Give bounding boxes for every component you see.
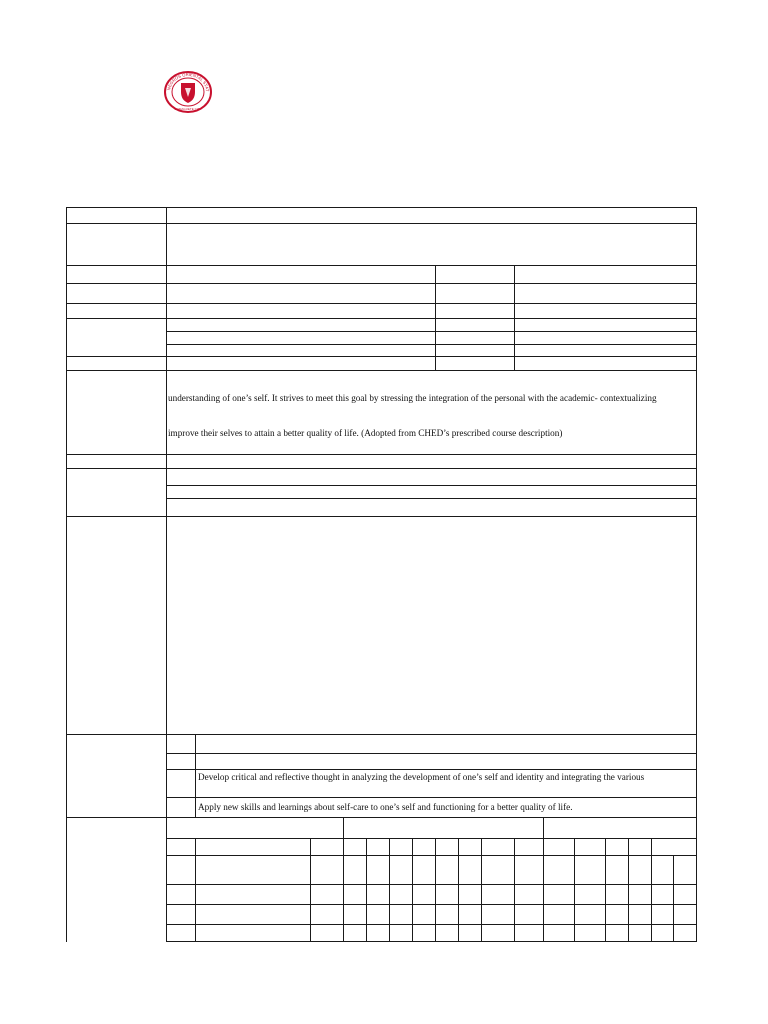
course-description-line-2: improve their selves to attain a better quality of life. (Adopted from CHED’s prescribed course description): [168, 428, 563, 438]
seal-text: NEGROS ORIENTAL STAT: [166, 71, 211, 92]
course-description-line-1: understanding of one’s self. It strives to meet this goal by stressing the integration of the personal with the academic- contextualizing: [168, 393, 657, 403]
learning-outcome-3: Develop critical and reflective thought in analyzing the development of one’s self and identity and integrating the various: [198, 772, 645, 782]
seal-subtext: DUMAGUETE CITY: [174, 107, 202, 111]
learning-outcome-4: Apply new skills and learnings about self-care to one’s self and functioning for a better quality of life.: [198, 802, 573, 812]
